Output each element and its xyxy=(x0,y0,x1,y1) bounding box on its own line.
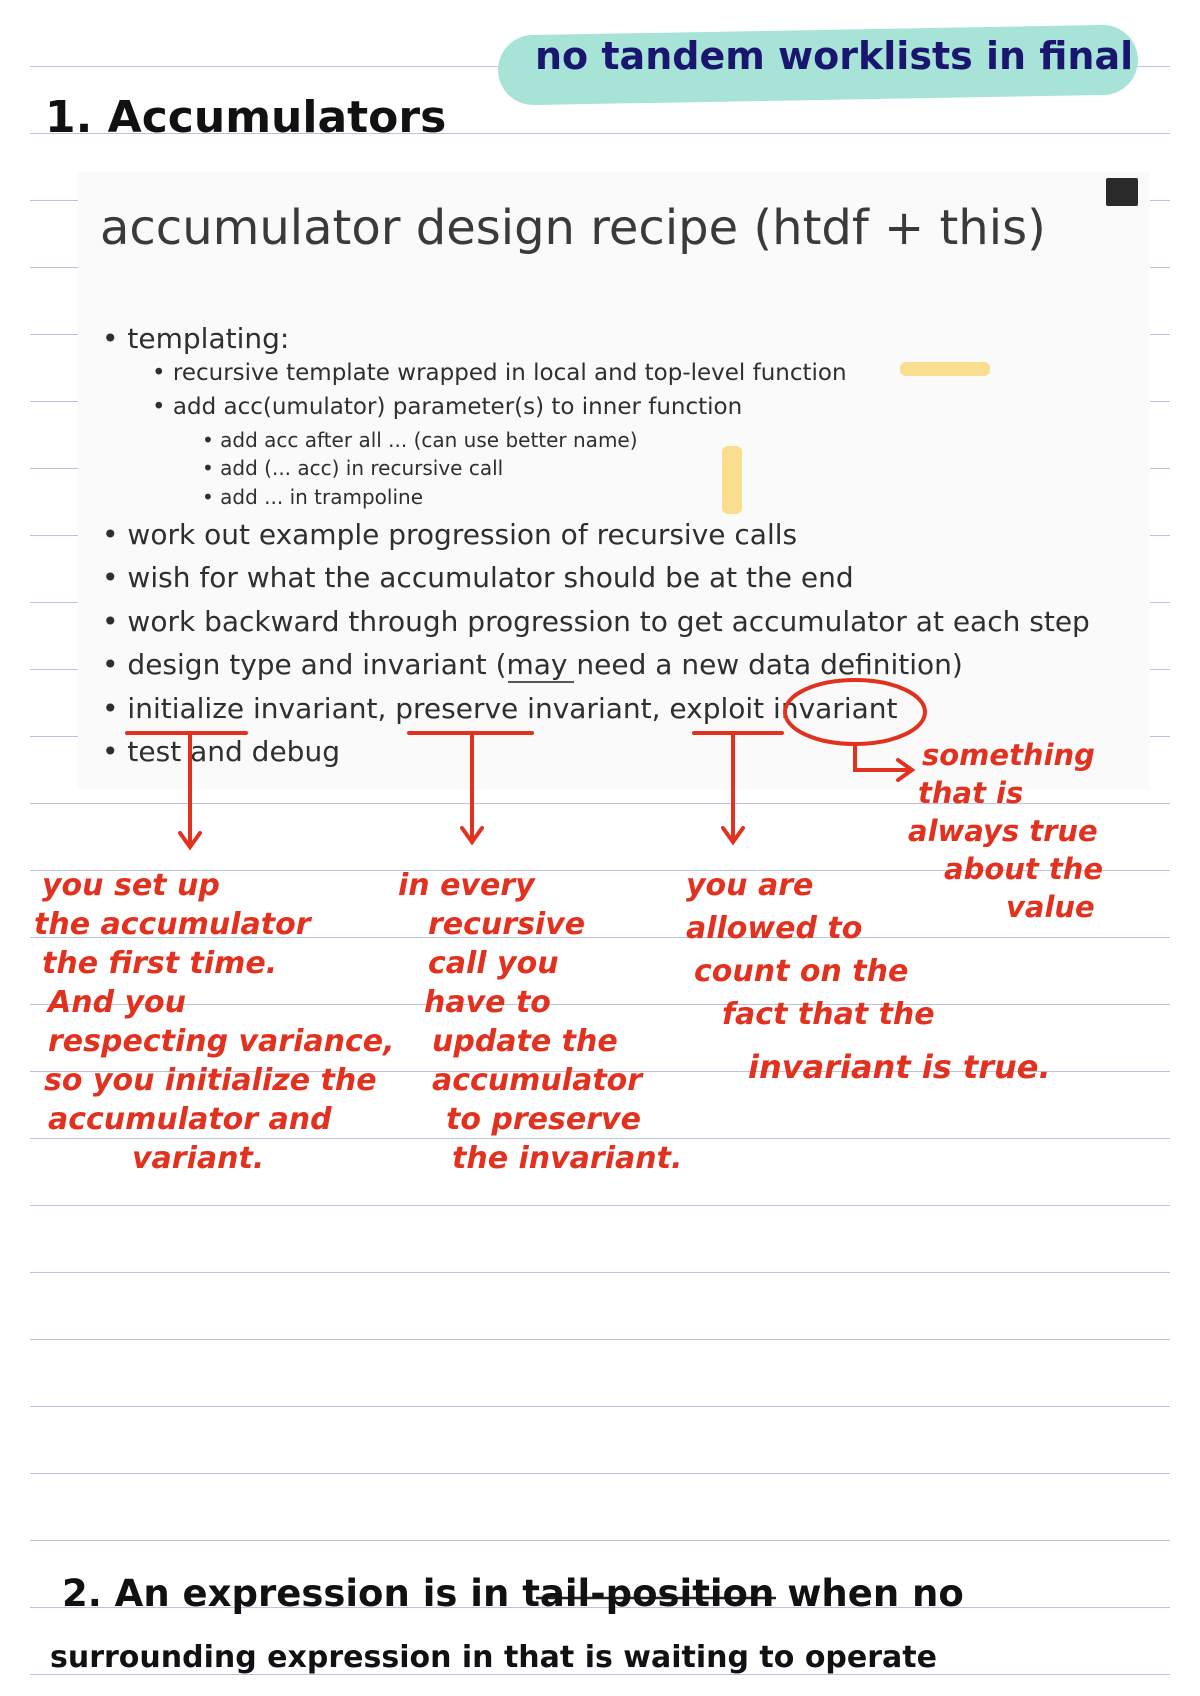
tail-position-term: tail-position xyxy=(522,1572,775,1615)
annotation-line: recursive xyxy=(428,907,586,942)
slide-title: accumulator design recipe (htdf + this) xyxy=(100,200,1046,256)
annotation-line: accumulator and xyxy=(48,1102,332,1137)
annotation-line: have to xyxy=(424,985,551,1020)
slide-subbullet: • add acc(umulator) parameter(s) to inner function xyxy=(152,394,743,420)
annotation-line: count on the xyxy=(694,954,909,989)
annotation-line: to preserve xyxy=(446,1102,641,1137)
bullet-text: design type and invariant (may need a new data definition) xyxy=(127,648,963,681)
annotation-line: invariant is true. xyxy=(748,1048,1051,1086)
section-2-text: when no xyxy=(787,1572,964,1615)
bullet-text: add (... acc) in recursive call xyxy=(220,456,504,480)
annotation-line: always true xyxy=(908,814,1098,848)
annotation-line: so you initialize the xyxy=(44,1063,377,1098)
slide-subsubbullet: • add (... acc) in recursive call xyxy=(202,456,504,480)
annotation-line: call you xyxy=(428,946,559,981)
slide-bullet: • templating: xyxy=(102,322,290,355)
bullet-text: test and debug xyxy=(127,735,340,768)
annotation-line: update the xyxy=(432,1024,618,1059)
annotation-line: the invariant. xyxy=(452,1141,683,1176)
section-2-line xyxy=(62,1572,964,1615)
bullet-text: work backward through progression to get accumulator at each step xyxy=(127,605,1090,638)
annotation-line: the first time. xyxy=(42,946,278,981)
circle-invariant xyxy=(785,680,925,744)
section-1-heading: 1. Accumulators xyxy=(45,92,447,143)
bullet-text: initialize invariant, preserve invariant, exploit invariant xyxy=(127,692,898,725)
annotation-line: that is xyxy=(918,776,1024,810)
arrow-invariant xyxy=(855,745,910,770)
slide-bullet: • test and debug xyxy=(102,735,340,768)
annotation-line: variant. xyxy=(132,1141,265,1176)
annotation-line: you set up xyxy=(42,868,220,903)
slide-bullet: • design type and invariant (may need a new data definition) xyxy=(102,648,963,681)
annotation-line: And you xyxy=(48,985,187,1020)
slide-subsubbullet: • add acc after all ... (can use better name) xyxy=(202,428,638,452)
bullet-text: templating: xyxy=(127,322,290,355)
annotation-line: you are xyxy=(686,868,814,903)
slide-bullet: • work out example progression of recursive calls xyxy=(102,518,798,551)
bullet-text: add acc(umulator) parameter(s) to inner function xyxy=(172,394,743,420)
annotation-line: accumulator xyxy=(432,1063,643,1098)
top-note: no tandem worklists in final xyxy=(535,34,1134,78)
annotation-line: about the xyxy=(944,852,1104,886)
bullet-text: add ... in trampoline xyxy=(220,485,424,509)
annotation-line: value xyxy=(1006,890,1095,924)
section-2-text: 2. An expression is in xyxy=(62,1572,510,1615)
annotation-line: allowed to xyxy=(686,911,863,946)
bullet-text: recursive template wrapped in local and top-level function xyxy=(172,360,847,386)
section-2-line: surrounding expression in that is waiting to operate xyxy=(50,1640,937,1675)
bullet-text: add acc after all ... (can use better name) xyxy=(220,428,638,452)
slide-subsubbullet: • add ... in trampoline xyxy=(202,485,424,509)
bullet-text: wish for what the accumulator should be at the end xyxy=(127,561,854,594)
bullet-text: work out example progression of recursive calls xyxy=(127,518,798,551)
slide-subbullet: • recursive template wrapped in local and top-level function xyxy=(152,360,847,386)
annotation-line: respecting variance, xyxy=(48,1024,395,1059)
annotation-line: fact that the xyxy=(722,997,935,1032)
annotation-line: the accumulator xyxy=(34,907,311,942)
annotation-line: in every xyxy=(398,868,535,903)
slide-bullet: • wish for what the accumulator should be at the end xyxy=(102,561,854,594)
annotation-line: something xyxy=(922,738,1095,772)
slide-bullet: • initialize invariant, preserve invariant, exploit invariant xyxy=(102,692,898,725)
slide-bullet: • work backward through progression to get accumulator at each step xyxy=(102,605,1090,638)
